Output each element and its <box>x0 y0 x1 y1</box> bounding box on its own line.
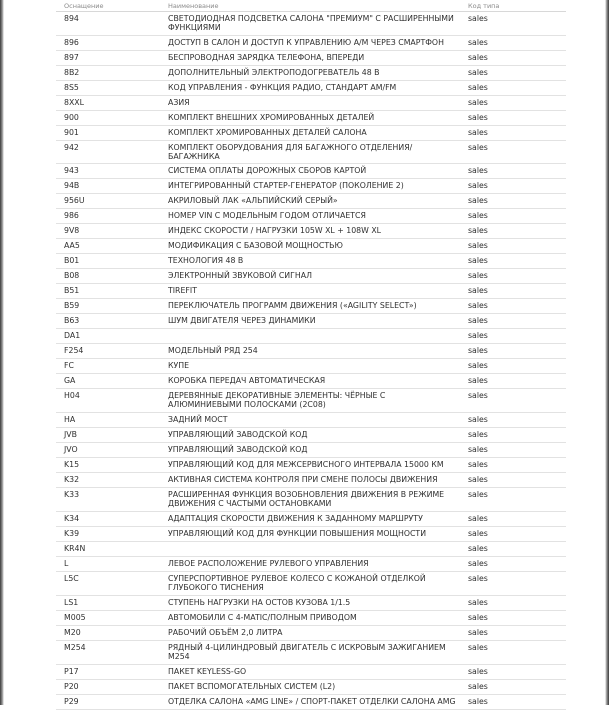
cell-code: 894 <box>56 12 160 36</box>
cell-type: sales <box>460 284 566 299</box>
cell-name: АЗИЯ <box>160 96 460 111</box>
cell-code: LS1 <box>56 596 160 611</box>
cell-code: GA <box>56 374 160 389</box>
cell-code: B51 <box>56 284 160 299</box>
table-row <box>56 458 566 473</box>
table-row <box>56 665 566 680</box>
table-header-row <box>56 0 566 12</box>
cell-name: МОДЕЛЬНЫЙ РЯД 254 <box>160 344 460 359</box>
table-row <box>56 641 566 665</box>
cell-name: КОМПЛЕКТ ВНЕШНИХ ХРОМИРОВАННЫХ ДЕТАЛЕЙ <box>160 111 460 126</box>
cell-code: H04 <box>56 389 160 413</box>
cell-type: sales <box>460 111 566 126</box>
cell-name: ДОПОЛНИТЕЛЬНЫЙ ЭЛЕКТРОПОДОГРЕВАТЕЛЬ 48 В <box>160 66 460 81</box>
table-row <box>56 542 566 557</box>
cell-name: СУПЕРСПОРТИВНОЕ РУЛЕВОЕ КОЛЕСО С КОЖАНОЙ ОТДЕЛКОЙ ГЛУБОКОГО ТИСНЕНИЯ <box>160 572 460 596</box>
cell-name: ИНТЕГРИРОВАННЫЙ СТАРТЕР-ГЕНЕРАТОР (ПОКОЛЕНИЕ 2) <box>160 179 460 194</box>
cell-name: КУПЕ <box>160 359 460 374</box>
table-row <box>56 374 566 389</box>
cell-type: sales <box>460 665 566 680</box>
cell-code: B59 <box>56 299 160 314</box>
table-row <box>56 389 566 413</box>
table-row <box>56 413 566 428</box>
cell-code: M20 <box>56 626 160 641</box>
cell-code: JVO <box>56 443 160 458</box>
header-code: Оснащение <box>56 0 160 12</box>
cell-name: КОМПЛЕКТ ХРОМИРОВАННЫХ ДЕТАЛЕЙ САЛОНА <box>160 126 460 141</box>
cell-name: АВТОМОБИЛИ С 4-MATIC/ПОЛНЫМ ПРИВОДОМ <box>160 611 460 626</box>
cell-code: 94B <box>56 179 160 194</box>
table-row <box>56 344 566 359</box>
cell-type: sales <box>460 374 566 389</box>
table-row <box>56 512 566 527</box>
page-edge-left <box>0 0 4 705</box>
cell-code: 956U <box>56 194 160 209</box>
cell-name: УПРАВЛЯЮЩИЙ ЗАВОДСКОЙ КОД <box>160 428 460 443</box>
cell-type: sales <box>460 443 566 458</box>
table-row <box>56 695 566 710</box>
cell-code: P17 <box>56 665 160 680</box>
cell-type: sales <box>460 209 566 224</box>
table-row <box>56 596 566 611</box>
cell-type: sales <box>460 680 566 695</box>
cell-name: НОМЕР VIN С МОДЕЛЬНЫМ ГОДОМ ОТЛИЧАЕТСЯ <box>160 209 460 224</box>
cell-name: ОТДЕЛКА САЛОНА «AMG LINE» / СПОРТ-ПАКЕТ ОТДЕЛКИ САЛОНА AMG <box>160 695 460 710</box>
cell-type: sales <box>460 611 566 626</box>
cell-type: sales <box>460 389 566 413</box>
cell-name: УПРАВЛЯЮЩИЙ КОД ДЛЯ ФУНКЦИИ ПОВЫШЕНИЯ МОЩНОСТИ <box>160 527 460 542</box>
header-name: Наименование <box>160 0 460 12</box>
header-type: Код типа <box>460 0 566 12</box>
cell-type: sales <box>460 239 566 254</box>
cell-type: sales <box>460 141 566 164</box>
cell-code: JVB <box>56 428 160 443</box>
cell-name: КОД УПРАВЛЕНИЯ - ФУНКЦИЯ РАДИО, СТАНДАРТ AM/FM <box>160 81 460 96</box>
cell-code: L5C <box>56 572 160 596</box>
cell-type: sales <box>460 428 566 443</box>
cell-name: ДЕРЕВЯННЫЕ ДЕКОРАТИВНЫЕ ЭЛЕМЕНТЫ: ЧЁРНЫЕ С АЛЮМИНИЕВЫМИ ПОЛОСКАМИ (2C08) <box>160 389 460 413</box>
cell-code: K32 <box>56 473 160 488</box>
cell-type: sales <box>460 641 566 665</box>
cell-code: B01 <box>56 254 160 269</box>
cell-name: УПРАВЛЯЮЩИЙ ЗАВОДСКОЙ КОД <box>160 443 460 458</box>
cell-name: ЭЛЕКТРОННЫЙ ЗВУКОВОЙ СИГНАЛ <box>160 269 460 284</box>
cell-name: ПАКЕТ KEYLESS-GO <box>160 665 460 680</box>
cell-type: sales <box>460 344 566 359</box>
cell-type: sales <box>460 596 566 611</box>
table-row <box>56 254 566 269</box>
table-row <box>56 299 566 314</box>
cell-name: КОРОБКА ПЕРЕДАЧ АВТОМАТИЧЕСКАЯ <box>160 374 460 389</box>
cell-type: sales <box>460 36 566 51</box>
table-row <box>56 443 566 458</box>
cell-type: sales <box>460 126 566 141</box>
cell-type: sales <box>460 695 566 710</box>
table-row <box>56 96 566 111</box>
cell-code: P29 <box>56 695 160 710</box>
cell-type: sales <box>460 51 566 66</box>
cell-type: sales <box>460 557 566 572</box>
cell-code: HA <box>56 413 160 428</box>
cell-code: F254 <box>56 344 160 359</box>
cell-name: ШУМ ДВИГАТЕЛЯ ЧЕРЕЗ ДИНАМИКИ <box>160 314 460 329</box>
cell-name: ПАКЕТ ВСПОМОГАТЕЛЬНЫХ СИСТЕМ (L2) <box>160 680 460 695</box>
cell-code: K15 <box>56 458 160 473</box>
cell-code: 896 <box>56 36 160 51</box>
cell-name: РАСШИРЕННАЯ ФУНКЦИЯ ВОЗОБНОВЛЕНИЯ ДВИЖЕНИЯ В РЕЖИМЕ ДВИЖЕНИЯ С ЧАСТЫМИ ОСТАНОВКАМИ <box>160 488 460 512</box>
table-row <box>56 194 566 209</box>
cell-name <box>160 329 460 344</box>
cell-type: sales <box>460 66 566 81</box>
cell-code: M254 <box>56 641 160 665</box>
cell-type: sales <box>460 314 566 329</box>
cell-type: sales <box>460 488 566 512</box>
cell-name: МОДИФИКАЦИЯ С БАЗОВОЙ МОЩНОСТЬЮ <box>160 239 460 254</box>
cell-type: sales <box>460 254 566 269</box>
cell-type: sales <box>460 626 566 641</box>
table-row <box>56 164 566 179</box>
table-row <box>56 66 566 81</box>
cell-type: sales <box>460 194 566 209</box>
table-row <box>56 428 566 443</box>
cell-type: sales <box>460 413 566 428</box>
cell-name: СИСТЕМА ОПЛАТЫ ДОРОЖНЫХ СБОРОВ КАРТОЙ <box>160 164 460 179</box>
cell-type: sales <box>460 359 566 374</box>
table-row <box>56 473 566 488</box>
cell-code: 942 <box>56 141 160 164</box>
table-row <box>56 239 566 254</box>
table-row <box>56 527 566 542</box>
table-row <box>56 611 566 626</box>
table-row <box>56 141 566 164</box>
cell-code: L <box>56 557 160 572</box>
cell-type: sales <box>460 299 566 314</box>
cell-name: КОМПЛЕКТ ОБОРУДОВАНИЯ ДЛЯ БАГАЖНОГО ОТДЕЛЕНИЯ/БАГАЖНИКА <box>160 141 460 164</box>
table-row <box>56 284 566 299</box>
cell-name: СТУПЕНЬ НАГРУЗКИ НА ОСТОВ КУЗОВА 1/1.5 <box>160 596 460 611</box>
cell-code: DA1 <box>56 329 160 344</box>
cell-code: K34 <box>56 512 160 527</box>
table-row <box>56 51 566 66</box>
cell-type: sales <box>460 542 566 557</box>
cell-type: sales <box>460 224 566 239</box>
cell-code: K33 <box>56 488 160 512</box>
cell-name: ИНДЕКС СКОРОСТИ / НАГРУЗКИ 105W XL + 108W XL <box>160 224 460 239</box>
cell-code: 943 <box>56 164 160 179</box>
table-row <box>56 572 566 596</box>
table-row <box>56 269 566 284</box>
table-row <box>56 209 566 224</box>
cell-name: ТЕХНОЛОГИЯ 48 В <box>160 254 460 269</box>
cell-type: sales <box>460 179 566 194</box>
cell-type: sales <box>460 572 566 596</box>
cell-code: B63 <box>56 314 160 329</box>
cell-type: sales <box>460 164 566 179</box>
table-row <box>56 179 566 194</box>
table-row <box>56 224 566 239</box>
cell-name: ЛЕВОЕ РАСПОЛОЖЕНИЕ РУЛЕВОГО УПРАВЛЕНИЯ <box>160 557 460 572</box>
cell-code: 8XXL <box>56 96 160 111</box>
cell-code: B08 <box>56 269 160 284</box>
cell-code: 897 <box>56 51 160 66</box>
cell-code: 9V8 <box>56 224 160 239</box>
table-row <box>56 126 566 141</box>
cell-code: P20 <box>56 680 160 695</box>
page-edge-right <box>605 0 609 705</box>
cell-type: sales <box>460 329 566 344</box>
table-row <box>56 488 566 512</box>
table-row <box>56 359 566 374</box>
cell-code: 901 <box>56 126 160 141</box>
table-row <box>56 12 566 36</box>
cell-type: sales <box>460 512 566 527</box>
cell-type: sales <box>460 458 566 473</box>
cell-name: АДАПТАЦИЯ СКОРОСТИ ДВИЖЕНИЯ К ЗАДАННОМУ МАРШРУТУ <box>160 512 460 527</box>
cell-name: АКРИЛОВЫЙ ЛАК «АЛЬПИЙСКИЙ СЕРЫЙ» <box>160 194 460 209</box>
equipment-table <box>56 0 566 710</box>
cell-type: sales <box>460 527 566 542</box>
table-row <box>56 314 566 329</box>
table-row <box>56 626 566 641</box>
cell-name: TIREFIT <box>160 284 460 299</box>
cell-name: БЕСПРОВОДНАЯ ЗАРЯДКА ТЕЛЕФОНА, ВПЕРЕДИ <box>160 51 460 66</box>
table-row <box>56 557 566 572</box>
cell-code: 986 <box>56 209 160 224</box>
table-row <box>56 81 566 96</box>
cell-code: 8B2 <box>56 66 160 81</box>
cell-type: sales <box>460 96 566 111</box>
cell-name: ЗАДНИЙ МОСТ <box>160 413 460 428</box>
cell-code: 900 <box>56 111 160 126</box>
cell-code: 8S5 <box>56 81 160 96</box>
cell-type: sales <box>460 269 566 284</box>
cell-name: ПЕРЕКЛЮЧАТЕЛЬ ПРОГРАММ ДВИЖЕНИЯ («AGILITY SELECT») <box>160 299 460 314</box>
table-row <box>56 680 566 695</box>
cell-name: ДОСТУП В САЛОН И ДОСТУП К УПРАВЛЕНИЮ А/М ЧЕРЕЗ СМАРТФОН <box>160 36 460 51</box>
cell-code: K39 <box>56 527 160 542</box>
cell-code: M005 <box>56 611 160 626</box>
cell-name: РЯДНЫЙ 4-ЦИЛИНДРОВЫЙ ДВИГАТЕЛЬ С ИСКРОВЫМ ЗАЖИГАНИЕМ M254 <box>160 641 460 665</box>
cell-type: sales <box>460 81 566 96</box>
cell-code: KR4N <box>56 542 160 557</box>
cell-type: sales <box>460 473 566 488</box>
table-row <box>56 36 566 51</box>
cell-name: РАБОЧИЙ ОБЪЁМ 2,0 ЛИТРА <box>160 626 460 641</box>
table-row <box>56 329 566 344</box>
cell-name: АКТИВНАЯ СИСТЕМА КОНТРОЛЯ ПРИ СМЕНЕ ПОЛОСЫ ДВИЖЕНИЯ <box>160 473 460 488</box>
cell-name <box>160 542 460 557</box>
cell-code: AA5 <box>56 239 160 254</box>
cell-type: sales <box>460 12 566 36</box>
cell-name: СВЕТОДИОДНАЯ ПОДСВЕТКА САЛОНА "ПРЕМИУМ" С РАСШИРЕННЫМИ ФУНКЦИЯМИ <box>160 12 460 36</box>
table-row <box>56 111 566 126</box>
cell-name: УПРАВЛЯЮЩИЙ КОД ДЛЯ МЕЖСЕРВИСНОГО ИНТЕРВАЛА 15000 КМ <box>160 458 460 473</box>
cell-code: FC <box>56 359 160 374</box>
